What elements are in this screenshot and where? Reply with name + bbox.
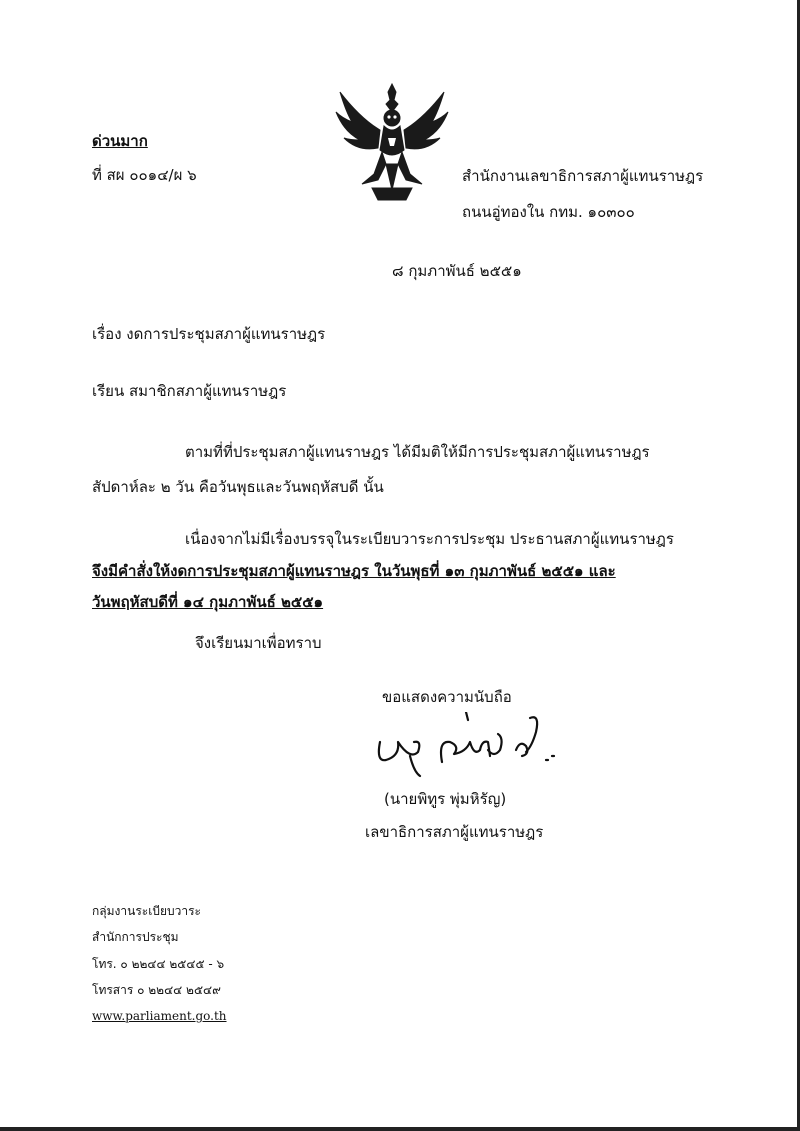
letter-recipient: เรียน สมาชิกสภาผู้แทนราษฎร — [92, 382, 287, 400]
signatory-title: เลขาธิการสภาผู้แทนราษฎร — [365, 823, 544, 841]
handwritten-signature — [370, 712, 570, 792]
paragraph-2-line-1: เนื่องจากไม่มีเรื่องบรรจุในระเบียบวาระการประชุม ประธานสภาผู้แทนราษฎร — [185, 530, 674, 548]
footer-group: กลุ่มงานระเบียบวาระ — [92, 904, 201, 918]
office-name: สำนักงานเลขาธิการสภาผู้แทนราษฎร — [462, 167, 704, 185]
signatory-name: (นายพิทูร พุ่มหิรัญ) — [384, 790, 507, 808]
footer-website-link[interactable]: www.parliament.go.th — [92, 1009, 227, 1023]
page-edge-bottom — [0, 1127, 800, 1131]
urgency-label: ด่วนมาก — [92, 132, 148, 150]
reference-number: ที่ สผ ๐๐๑๔/ผ ๖ — [92, 166, 197, 184]
paragraph-1-line-2: สัปดาห์ละ ๒ วัน คือวันพุธและวันพฤหัสบดี นั้น — [92, 478, 384, 496]
letter-subject: เรื่อง งดการประชุมสภาผู้แทนราษฎร — [92, 325, 326, 343]
paragraph-2-line-2: จึงมีคำสั่งให้งดการประชุมสภาผู้แทนราษฎร ในวันพุธที่ ๑๓ กุมภาพันธ์ ๒๕๕๑ และ — [92, 562, 616, 580]
closing-statement: จึงเรียนมาเพื่อทราบ — [195, 634, 322, 652]
office-address: ถนนอู่ทองใน กทม. ๑๐๓๐๐ — [462, 203, 635, 221]
footer-fax: โทรสาร ๐ ๒๒๔๔ ๒๕๔๙ — [92, 983, 221, 997]
paragraph-2-line-3: วันพฤหัสบดีที่ ๑๔ กุมภาพันธ์ ๒๕๕๑ — [92, 593, 324, 611]
footer-bureau: สำนักการประชุม — [92, 930, 179, 944]
letter-date: ๘ กุมภาพันธ์ ๒๕๕๑ — [392, 262, 522, 280]
paragraph-1-line-1: ตามที่ที่ประชุมสภาผู้แทนราษฎร ได้มีมติให้มีการประชุมสภาผู้แทนราษฎร — [185, 443, 650, 461]
footer-phone: โทร. ๐ ๒๒๔๔ ๒๕๔๕ - ๖ — [92, 957, 225, 971]
regards-line: ขอแสดงความนับถือ — [382, 688, 512, 706]
garuda-emblem-icon — [332, 78, 452, 206]
